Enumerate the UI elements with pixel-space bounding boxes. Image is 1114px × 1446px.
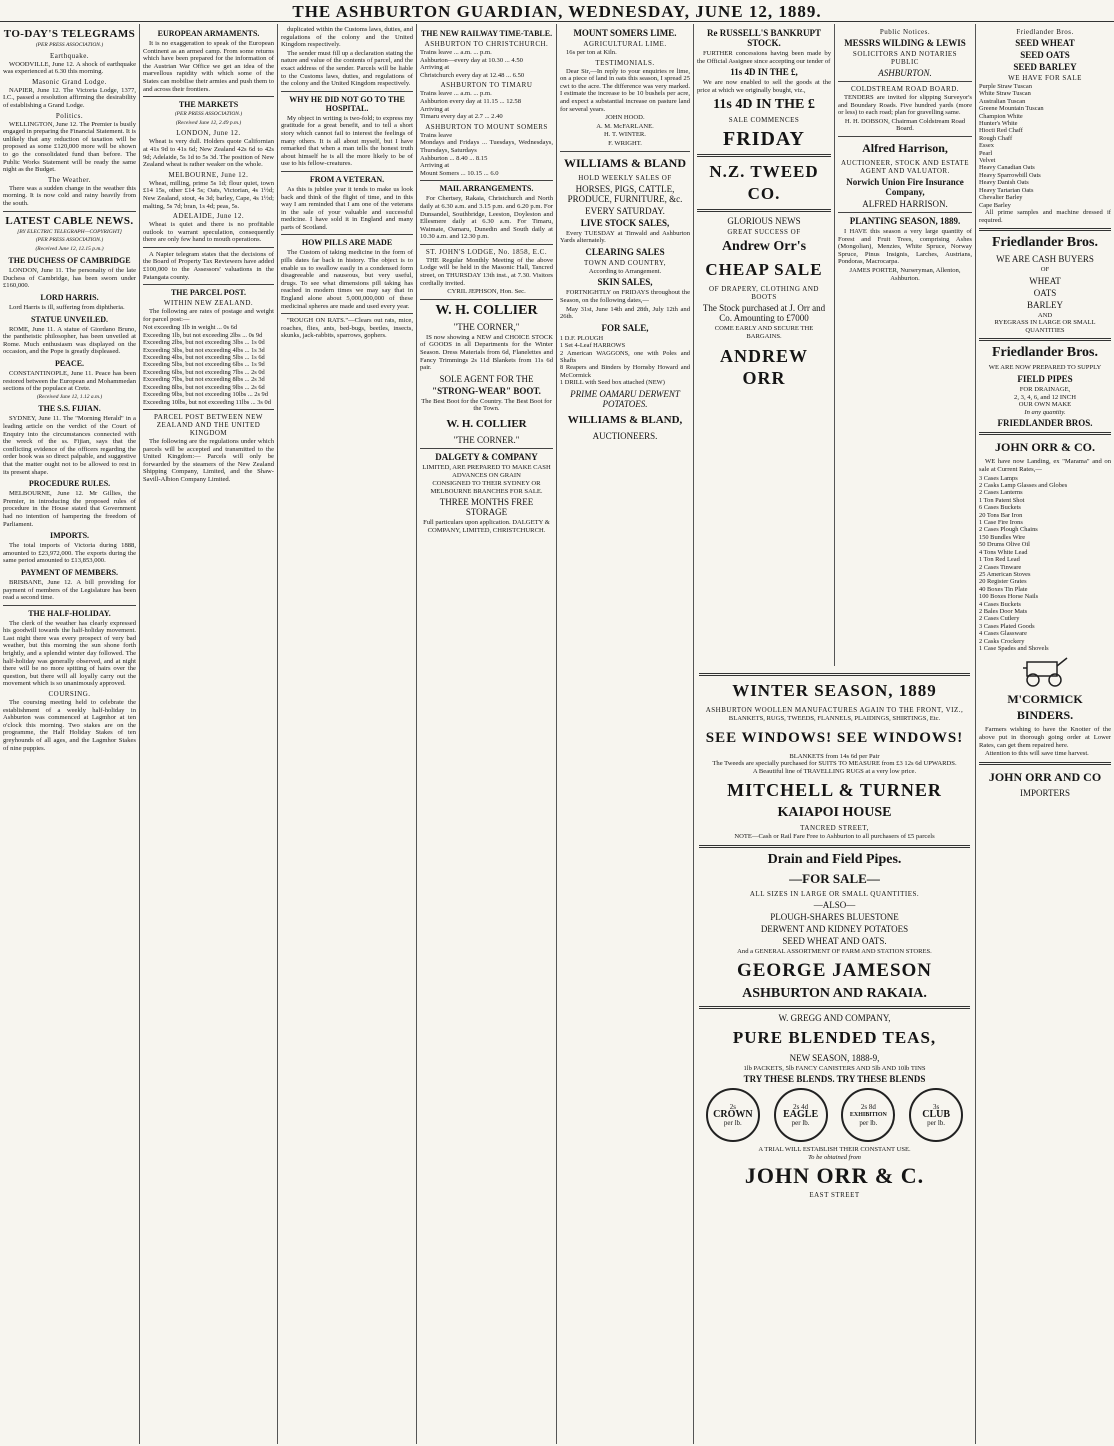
boot-text: The Best Boot for the Country. The Best Boot for the Town. bbox=[421, 397, 552, 413]
john-orr-heading: JOHN ORR & CO. bbox=[995, 440, 1095, 455]
importers: IMPORTERS bbox=[1020, 787, 1070, 798]
tea-blend-logo bbox=[909, 1088, 963, 1142]
planting-heading: PLANTING SEASON, 1889. bbox=[849, 215, 961, 226]
st-johns-lodge-heading: ST. JOHN'S LODGE, No. 1858, E.C. bbox=[425, 247, 548, 256]
variety: White Straw Tuscan bbox=[979, 90, 1031, 98]
rats-advert: "ROUGH ON RATS."—Clears out rats, mice, roaches, flies, ants, bed-bugs, beetles, insects, skunks, jack-rabbits, sparrows, gophers. bbox=[281, 317, 413, 340]
goods-item: 2 Cases Cutlery bbox=[979, 615, 1020, 623]
column-auction bbox=[557, 24, 693, 1444]
clearing-heading: CLEARING SALES bbox=[585, 246, 665, 257]
variety: Cape Barley bbox=[979, 201, 1011, 209]
lodge-heading: Masonic Grand Lodge. bbox=[32, 77, 107, 86]
goods-item: 2 Bales Door Mats bbox=[979, 607, 1028, 615]
melbourne-text: Wheat, milling, prime 5s 1d; flour quiet, town £14 15s, other £14 5s; Oats, Victorian, 4s 1½d; New Zealand, stout, 4s 3d; barley, Cape, 4s 1½d; malting, 5s 7d; bran, 1s 4d; peas, 5s. bbox=[143, 179, 274, 210]
sale-item: 1 D.F. PLOUGH bbox=[560, 334, 604, 342]
drain-heading: Drain and Field Pipes. bbox=[767, 851, 902, 867]
train-row: Mondays and Fridays ... Tuesdays, Wednesdays, Thursdays, Saturdays bbox=[420, 139, 553, 154]
storage-text: Full particulars upon application. DALGETY & COMPANY, LIMITED, CHRISTCHURCH. bbox=[423, 519, 550, 534]
melbourne-dateline: MELBOURNE, June 12. bbox=[168, 170, 249, 179]
wilding-heading: MESSRS WILDING & LEWIS bbox=[844, 38, 966, 48]
to-timaru-heading: ASHBURTON TO TIMARU bbox=[440, 81, 533, 90]
parcel-rate: Exceeding 10lbs, but not exceeding 11lbs ... 3s 0d bbox=[143, 398, 271, 406]
members-text: BRISBANE, June 12. A bill providing for payment of members of the Legislature has been read a second time. bbox=[3, 578, 136, 602]
every-saturday: EVERY SATURDAY. bbox=[585, 205, 665, 216]
variety: Hiocti Red Chaff bbox=[979, 127, 1023, 135]
peace-heading: PEACE. bbox=[54, 359, 85, 369]
friedlander-small: Friedlander Bros. bbox=[1016, 28, 1074, 36]
parcel-rate: Exceeding 4lbs, but not exceeding 5lbs ... 1s 6d bbox=[143, 354, 265, 362]
tea-blend-logo bbox=[774, 1088, 828, 1142]
mccormick-binders: M'CORMICK BINDERS. bbox=[1007, 692, 1083, 723]
price-2: 11s 4D IN THE £ bbox=[713, 97, 815, 113]
holiday-text: The clerk of the weather has clearly expressed his goodwill towards the half-holiday movement. Last night there was every prospect of very bad weather, but this morning the sun shone forth brightly, and a splendid winter day followed. The half-holiday was generally observed, and at night there will be no more spitting of hairs over the question, but there will all loyally carry out the movement which is so unanimously approved. bbox=[3, 619, 136, 688]
friedlander-heading-2: Friedlander Bros. bbox=[991, 235, 1099, 251]
of: OF bbox=[1040, 266, 1050, 274]
variety: Hunter's White bbox=[979, 120, 1018, 128]
cable-source: [BY ELECTRIC TELEGRAPH—COPYRIGHT] bbox=[17, 228, 122, 235]
train-row: Trains leave ... a.m. ... p.m. bbox=[420, 90, 492, 98]
column-markets bbox=[140, 24, 277, 1444]
variety: Champion White bbox=[979, 112, 1023, 120]
john-orr-heading-2: JOHN ORR AND CO bbox=[988, 769, 1102, 784]
porter-sign: JAMES PORTER, Nurseryman, Allenton, Ashburton. bbox=[849, 266, 961, 282]
train-row: Mount Somers ... 10.15 ... 6.0 bbox=[420, 169, 499, 177]
parcel-rates-list bbox=[143, 324, 274, 405]
dalgety-sub: LIMITED, ARE PREPARED TO MAKE CASH ADVANCES ON GRAIN bbox=[422, 464, 551, 479]
cable-source-2: (PER PRESS ASSOCIATION.) bbox=[35, 237, 104, 244]
testimonial-sign: JOHN HOOD. bbox=[605, 114, 645, 122]
testimonial-text: Dear Sir,—In reply to your enquiries re lime, on a piece of land in oats this season, I spread 25 cwt to the acre. The difference was very marked. I estimate the increase to be 10 bushels per acre, and expect a substantial increase on pasture land for several years. bbox=[560, 67, 690, 113]
plough-shares: PLOUGH-SHARES BLUESTONE bbox=[770, 911, 899, 922]
reaper-binder-illustration bbox=[1021, 654, 1069, 688]
george-jameson: GEORGE JAMESON bbox=[736, 959, 933, 981]
members-heading: PAYMENT OF MEMBERS. bbox=[20, 567, 119, 577]
telegrams-source: (PER PRESS ASSOCIATION.) bbox=[35, 42, 104, 48]
andrew-orrs: Andrew Orr's bbox=[721, 239, 807, 255]
hospital-heading: WHY HE DID NOT GO TO THE HOSPITAL. bbox=[289, 94, 405, 113]
williams-heading: WILLIAMS & BLAND bbox=[563, 155, 686, 170]
for-sale-heading: FOR SALE, bbox=[601, 322, 649, 333]
uk-parcel-text: The following are the regulations under which parcels will be accepted and transmitted to the United Kingdom:— Parcels will only be forwarded by the steamers of the New Zealand Shipping Company, Limited, and the Shaw-Savill-Albion Company Limited. bbox=[143, 437, 274, 483]
testimonial-sign: A. M. McFARLANE. bbox=[596, 122, 654, 130]
adelaide-dateline: ADELAIDE, June 12. bbox=[172, 212, 245, 221]
uk-parcel-heading: PARCEL POST BETWEEN NEW ZEALAND AND THE UNITED KINGDOM bbox=[153, 412, 264, 437]
drapery-line: OF DRAPERY, CLOTHING AND BOOTS bbox=[709, 285, 819, 302]
parcel-rate: Exceeding 7lbs, but not exceeding 8lbs ... 2s 3d bbox=[143, 376, 265, 384]
variety: Heavy Tartarian Oats bbox=[979, 186, 1034, 194]
attention-text: Attention to this will save time harvest. bbox=[985, 750, 1089, 758]
winter-heading: WINTER SEASON, 1889 bbox=[732, 681, 937, 700]
testimonial-sign: F. WRIGHT. bbox=[608, 139, 642, 147]
price-1: 11s 4D IN THE £, bbox=[730, 67, 798, 78]
variety: Purple Straw Tuscan bbox=[979, 83, 1032, 90]
blend-unit: per lb. bbox=[723, 1119, 742, 1128]
veteran-heading: FROM A VETERAN. bbox=[309, 174, 385, 184]
european-heading: EUROPEAN ARMAMENTS. bbox=[157, 29, 260, 38]
customs-text: duplicated within the Customs laws, duties, and regulations of the colony and the United Kingdom respectively. bbox=[281, 26, 413, 49]
sole-agent: SOLE AGENT FOR THE bbox=[439, 373, 534, 384]
blend-name: EXHIBITION bbox=[849, 1112, 887, 1119]
mount-somers-heading: ASHBURTON TO MOUNT SOMERS bbox=[425, 122, 548, 131]
winter-line: BLANKETS, RUGS, TWEEDS, FLANNELS, PLAIDINGS, SHIRTINGS, Etc. bbox=[728, 715, 941, 722]
live-stock-text: Every TUESDAY at Tinwald and Ashburton Yards alternately. bbox=[560, 229, 690, 245]
come-early: COME EARLY AND SECURE THE BARGAINS. bbox=[714, 325, 814, 340]
collier-corner-2: "THE CORNER." bbox=[453, 435, 520, 445]
variety: Chevalier Barley bbox=[979, 194, 1023, 202]
variety: Heavy Canadian Oats bbox=[979, 164, 1035, 172]
wheat: WHEAT bbox=[1029, 275, 1061, 286]
peace-text: CONSTANTINOPLE, June 11. Peace has been restored between the European and Mohammedan sections of the populace at Crete. bbox=[3, 370, 136, 393]
parcel-rate: Exceeding 9lbs, but not exceeding 10lbs ... 2s 9d bbox=[143, 391, 268, 399]
any-quantity: In any quantity. bbox=[1024, 408, 1066, 416]
hospital-text: My object in writing is two-fold; to express my gratitude for a great benefit, and to tell a short story which cannot fail to interest the feelings of many others. It is all about myself, but I have remarked that when a man tells the honest truth about himself he is all the more likely to be of use to his fellow-creatures. bbox=[281, 114, 413, 168]
cable-heading: LATEST CABLE NEWS. bbox=[5, 214, 134, 227]
and: AND bbox=[1037, 311, 1053, 319]
all-prime: All prime samples and machine dressed if required. bbox=[979, 208, 1111, 224]
mitchell-turner: MITCHELL & TURNER bbox=[727, 780, 942, 801]
friedlander-heading-3: Friedlander Bros. bbox=[991, 345, 1099, 361]
column-drapery bbox=[694, 24, 834, 664]
goods-item: 25 American Stoves bbox=[979, 570, 1031, 578]
collier-name-2: W. H. COLLIER bbox=[446, 418, 527, 430]
blend-price: 2s 8d bbox=[860, 1103, 876, 1112]
parcel-rate: Exceeding 2lbs, but not exceeding 3lbs ... 1s 0d bbox=[143, 339, 265, 347]
tea-packets: 1lb PACKETS, 5lb FANCY CANISTERS AND 5lb AND 10lb TINS bbox=[743, 1064, 926, 1072]
glorious-news: GLORIOUS NEWS bbox=[727, 216, 801, 227]
rugs: A Beautiful line of TRAVELLING RUGS at a very low price. bbox=[752, 767, 917, 775]
tea-season: NEW SEASON, 1888-9, bbox=[789, 1052, 880, 1063]
goods-item: 6 Cases Buckets bbox=[979, 504, 1021, 512]
dalgety-text: CONSIGNED TO THEIR SYDNEY OR MELBOURNE BRANCHES FOR SALE. bbox=[430, 480, 543, 495]
variety: Australian Tuscan bbox=[979, 97, 1026, 105]
pills-heading: HOW PILLS ARE MADE bbox=[301, 238, 393, 248]
london-text: Wheat is very dull. Holders quote Californian at 41s 9d to 41s 6d; New Zealand 42s 6d to 42s 9d; Adelaide, 5s 1d to 5s 3d. The position of New Zealand wheat is rather weaker on the whole. bbox=[143, 138, 275, 169]
blend-price: 3s bbox=[933, 1103, 940, 1112]
goods-item: 3 Cases Lamps bbox=[979, 474, 1018, 482]
blend-name: CLUB bbox=[922, 1109, 951, 1121]
we-have: WE HAVE FOR SALE bbox=[1008, 74, 1082, 82]
testimonials-heading: TESTIMONIALS. bbox=[595, 58, 655, 67]
williams-heading-2: WILLIAMS & BLAND, bbox=[567, 413, 683, 426]
strong-wear-boot: "STRONG-WEAR" BOOT. bbox=[432, 385, 541, 396]
collier-text: IS now showing a NEW and CHOICE STOCK of GOODS in all Departments for the Winter Season. Dress Materials from 6d, Flanelettes and Fancy Trimmings 2s 11d Blankets from 11s 6d pair. bbox=[420, 333, 553, 372]
blend-name: CROWN bbox=[713, 1109, 753, 1121]
goods-item: 2 Cases Lanterns bbox=[979, 489, 1023, 497]
weather-text: There was a sudden change in the weather this morning. It is now cold and rainy heavily from the south. bbox=[3, 184, 136, 207]
seed-varieties bbox=[979, 83, 1111, 209]
politics-heading: Politics. bbox=[55, 111, 84, 120]
train-row: Arriving at bbox=[420, 64, 450, 72]
auctioneers: AUCTIONEERS. bbox=[592, 430, 658, 441]
andrew-orr: ANDREW ORR bbox=[719, 345, 808, 388]
customs-text-2: The sender must fill up a declaration stating the nature and value of the contents of parcel, and the exact address of the sender. Parcels will be liable to the Customs laws, duties, and regulations of the colony and the United Kingdom respectively. bbox=[281, 49, 413, 88]
sale-dates: May 31st, June 14th and 28th, July 12th and 26th. bbox=[560, 305, 690, 321]
goods-item: 50 Drums Olive Oil bbox=[979, 541, 1030, 549]
variety: Velvet bbox=[979, 157, 996, 165]
blend-unit: per lb. bbox=[859, 1119, 878, 1128]
sale-commences: SALE COMMENCES bbox=[728, 116, 800, 125]
collier-name: W. H. COLLIER bbox=[435, 302, 538, 318]
williams-sub: HOLD WEEKLY SALES OF bbox=[578, 173, 672, 182]
goods-item: 150 Bundles Wire bbox=[979, 533, 1026, 541]
wide-adverts bbox=[694, 666, 975, 1444]
fijian-heading: THE S.S. FIJIAN. bbox=[38, 404, 101, 414]
tweed-co: N.Z. TWEED CO. bbox=[709, 162, 819, 204]
train-row: Trains leave ... a.m. ... p.m. bbox=[420, 49, 492, 56]
sale-item: 1 DRILL with Seed box attached (NEW) bbox=[560, 379, 665, 387]
potatoes: PRIME OAMARU DERWENT POTATOES. bbox=[570, 388, 680, 409]
tea-blend-logo bbox=[706, 1088, 760, 1142]
harrison-sub: AUCTIONEER, STOCK AND ESTATE AGENT AND VALUATOR. bbox=[840, 158, 970, 175]
masthead: THE ASHBURTON GUARDIAN, WEDNESDAY, JUNE 12, 1889. bbox=[0, 0, 1114, 22]
coursing-text: The coursing meeting held to celebrate the establishment of a weekly half-holiday in Ashburton was commenced at Lagmhor at ten o'clock this morning. Two stakes are on the programme, the Half Holiday Stakes of ten greyhounds of all ages, and the Lagmhor Stakes of nine puppies. bbox=[3, 699, 136, 752]
lodge-text: NAPIER, June 12. The Victoria Lodge, 1377, I.C., passed a resolution affirming the desirability of establishing a Grand Lodge. bbox=[3, 86, 136, 109]
pure-teas: PURE BLENDED TEAS, bbox=[732, 1027, 937, 1047]
field-pipes: FIELD PIPES bbox=[1017, 374, 1073, 385]
fortnightly: FORTNIGHTLY on FRIDAYS throughout the Season, on the following dates,— bbox=[560, 289, 690, 304]
seed-barley: SEED BARLEY bbox=[1013, 62, 1077, 72]
variety: Heavy Danish Oats bbox=[979, 179, 1029, 187]
russell-heading: Re RUSSELL'S BANKRUPT STOCK. bbox=[706, 28, 822, 48]
ryegrass: RYEGRASS IN LARGE OR SMALL QUANTITIES bbox=[994, 319, 1096, 334]
train-row: Arriving at bbox=[420, 162, 450, 170]
parcel-rate: Exceeding 3lbs, but not exceeding 4lbs ... 1s 3d bbox=[143, 346, 265, 354]
general-assortment: And a GENERAL ASSORTMENT OF FARM AND STATION STORES. bbox=[737, 947, 932, 955]
goods-item: 1 Ton Patent Shot bbox=[979, 496, 1025, 504]
drain-sizes: ALL SIZES IN LARGE OR SMALL QUANTITIES. bbox=[749, 889, 920, 898]
earthquake-text: WOODVILLE, June 12. A shock of earthquake was experienced at 6.30 this morning. bbox=[3, 60, 136, 76]
goods-item: 2 Casks Crockery bbox=[979, 637, 1025, 645]
gregg-company: W. GREGG AND COMPANY, bbox=[778, 1012, 891, 1023]
received-time-2: (Received June 12, 1.12 a.m.) bbox=[36, 393, 103, 400]
for-drainage: FOR DRAINAGE, bbox=[1019, 386, 1071, 394]
statue-heading: STATUE UNVEILED. bbox=[30, 314, 109, 324]
sale-item: 1 Set 4-Leaf HARROWS bbox=[560, 342, 626, 350]
john-orr-teas: JOHN ORR & C. bbox=[744, 1163, 925, 1189]
obtained-from: To be obtained from bbox=[808, 1153, 861, 1161]
parcel-post-intro: The following are rates of postage and weight for parcel post:— bbox=[143, 308, 274, 323]
own-make: OUR OWN MAKE bbox=[1018, 401, 1072, 409]
friday-banner: FRIDAY bbox=[723, 128, 805, 151]
goods-item: 40 Boxes Tin Plate bbox=[979, 585, 1028, 593]
tea-blends bbox=[699, 1088, 970, 1142]
column-friedlander bbox=[976, 24, 1114, 1444]
received-time: (Received June 12, 12.15 p.m.) bbox=[35, 245, 104, 252]
friedlander-heading-4: FRIEDLANDER BROS. bbox=[997, 418, 1093, 429]
markets-received: (Received June 12, 2.49 p.m.) bbox=[175, 119, 242, 126]
goods-item: 1 Case Fire Irons bbox=[979, 519, 1023, 527]
farmers-text: Farmers wishing to have the Knotter of the above put in thorough going order at Lower Rates, can get them repaired here. bbox=[979, 726, 1111, 749]
goods-item: 4 Cases Buckets bbox=[979, 600, 1021, 608]
seed-wheat-oats: SEED WHEAT AND OATS. bbox=[782, 935, 887, 946]
cheap-sale: CHEAP SALE bbox=[705, 260, 823, 280]
winter-note: NOTE—Cash or Rail Fare Free to Ashburton to all purchasers of £5 parcels bbox=[734, 833, 935, 841]
fijian-text: SYDNEY, June 11. The "Morning Herald" in a leading article on the verdict of the Court of Enquiry into the circumstances connected with the wreck of the ss. Fijian, says that the conflicting evidence of the officers regarding the order book was so direct palpable, and suggestive that the matter ought not to be allowed to rest in its present shape. bbox=[3, 415, 136, 476]
landing-text: WE have now Landing, ex "Marama" and on sale at Current Rates,— bbox=[979, 458, 1111, 474]
variety: Pearl bbox=[979, 149, 993, 157]
east-street: EAST STREET bbox=[809, 1191, 860, 1200]
blend-price: 2s 4d bbox=[793, 1103, 809, 1112]
drain-also: —ALSO— bbox=[813, 899, 856, 910]
variety: Essex bbox=[979, 142, 994, 150]
clearing-sub: TOWN AND COUNTRY, bbox=[584, 258, 666, 267]
seed-wheat: SEED WHEAT bbox=[1015, 38, 1075, 48]
column-notices bbox=[835, 24, 975, 664]
imports-text: The total imports of Victoria during 1888, amounted to £23,972,000. The exports during the same period amounted to £13,853,000. bbox=[3, 542, 136, 565]
goods-item: 2 Cases Plough Chains bbox=[979, 526, 1038, 534]
goods-item: 20 Tons Bar Iron bbox=[979, 511, 1023, 519]
duchess-text: LONDON, June 11. The personalty of the late Duchess of Cambridge, has been sworn under £160,000. bbox=[3, 267, 136, 290]
variety: Rough Chaff bbox=[979, 134, 1013, 142]
drain-for-sale: —FOR SALE— bbox=[789, 870, 880, 886]
parcel-post-subheading: WITHIN NEW ZEALAND. bbox=[163, 299, 254, 308]
sale-item: 2 American WAGGONS, one with Poles and Shafts bbox=[560, 349, 690, 364]
weather-heading: The Weather. bbox=[47, 175, 91, 184]
trial-line: A TRIAL WILL ESTABLISH THEIR CONSTANT USE. bbox=[758, 1146, 911, 1154]
column-telegrams bbox=[0, 24, 139, 1444]
train-row: Ashburton—every day at 10.30 ... 4.50 bbox=[420, 56, 523, 64]
sale-item: 8 Reapers and Binders by Hornsby Howard and McCormick bbox=[560, 364, 690, 379]
see-windows: SEE WINDOWS! SEE WINDOWS! bbox=[705, 729, 964, 746]
cash-buyers: WE ARE CASH BUYERS bbox=[996, 254, 1094, 265]
harrison-name: ALFRED HARRISON. bbox=[862, 198, 948, 209]
dalgety-heading: DALGETY & COMPANY bbox=[435, 452, 538, 462]
imports-heading: IMPORTS. bbox=[49, 531, 90, 541]
lime-price: 16s per ton at Kiln. bbox=[566, 49, 617, 56]
collier-corner: "THE CORNER," bbox=[453, 321, 520, 332]
sale-items bbox=[560, 335, 690, 387]
markets-heading: THE MARKETS bbox=[178, 100, 239, 110]
goods-item: 100 Boxes Horse Nails bbox=[979, 593, 1039, 601]
lime-sub: AGRICULTURAL LIME. bbox=[583, 40, 667, 48]
great-success: GREAT SUCCESS OF bbox=[727, 228, 801, 237]
train-row: Ashburton every day at 11.15 ... 12.58 bbox=[420, 97, 522, 105]
goods-item: 2 Casks Lamp Glasses and Globes bbox=[979, 482, 1068, 490]
variety: Greene Mountain Tuscan bbox=[979, 105, 1044, 113]
planting-text: I HAVE this season a very large quantity of Forest and Fruit Trees, comprising Ashes (Mongolian), Menzies, White Spruce, Norway Spruce, Pinus Insignis, Larches, Austrians, Pondoras, Macrocarpa. bbox=[838, 227, 972, 266]
seed-oats: SEED OATS bbox=[1020, 50, 1070, 60]
parcel-rate: Not exceeding 1lb in weight ... 0s 6d bbox=[143, 324, 238, 332]
free-storage: THREE MONTHS FREE STORAGE bbox=[439, 497, 534, 518]
parcel-rate: Exceeding 1lb, but not exceeding 2lbs ... 0s 9d bbox=[143, 331, 263, 339]
norwich-union: Norwich Union Fire Insurance Company, bbox=[846, 176, 964, 197]
goods-item: 20 Register Grates bbox=[979, 578, 1027, 586]
wilding-town: ASHBURTON. bbox=[878, 68, 932, 78]
railway-heading: THE NEW RAILWAY TIME-TABLE. bbox=[420, 29, 553, 38]
adelaide-text: Wheat is quiet and there is no profitable outlook to warrant speculation, consequently there are only few hand to mouth operations. bbox=[143, 221, 274, 244]
parcel-rate: Exceeding 5lbs, but not exceeding 6lbs ... 1s 9d bbox=[143, 361, 265, 369]
harrison-heading: Alfred Harrison, bbox=[862, 140, 948, 155]
prepared: WE ARE NOW PREPARED TO SUPPLY bbox=[988, 364, 1102, 372]
oats: OATS bbox=[1033, 287, 1057, 298]
politics-text: WELLINGTON, June 12. The Premier is busily engaged in preparing the Financial Statement. It is unlikely that any reduction of taxation will be proposed as some £120,000 more will be shown to go the consolidated fund than before. The Public Works Statement will be ready the same night as the Budget. bbox=[3, 120, 136, 174]
coldstream-heading: COLDSTREAM ROAD BOARD. bbox=[850, 85, 960, 93]
stock-amount: The Stock purchased at J. Orr and Co. Amounting to £7000 bbox=[702, 303, 826, 324]
variety: Heavy Sparrowbill Oats bbox=[979, 171, 1041, 179]
williams-text: HORSES, PIGS, CATTLE, PRODUCE, FURNITURE, &c. bbox=[567, 183, 683, 204]
derwent-potatoes: DERWENT AND KIDNEY POTATOES bbox=[760, 923, 909, 934]
procedure-text: MELBOURNE, June 12. Mr Gillies, the Premier, in introducing the proposed rules of procedure in the House stated that Government had no intention of hampering the freedom of Parliament. bbox=[3, 490, 136, 528]
wilding-sub: SOLICITORS AND NOTARIES PUBLIC bbox=[852, 50, 958, 66]
winter-sub: ASHBURTON WOOLLEN MANUFACTURES AGAIN TO THE FRONT, VIZ., bbox=[705, 706, 964, 714]
blend-unit: per lb. bbox=[927, 1119, 946, 1128]
blend-unit: per lb. bbox=[791, 1119, 810, 1128]
european-text: It is no exaggeration to speak of the European Continent as an armed camp. From some returns which have been prepared for the information of the Austrian War Office we get an idea of the marvellous rapidity with which some of the States can mobilise their armies and push them to and across their frontiers. bbox=[143, 40, 274, 93]
column-railway bbox=[417, 24, 556, 1444]
goods-item: 2 Cases Tinware bbox=[979, 563, 1022, 571]
barley: BARLEY bbox=[1027, 299, 1063, 310]
train-row: Timaru every day at 2.7 ... 2.40 bbox=[420, 113, 503, 121]
holiday-heading: THE HALF-HOLIDAY. bbox=[28, 608, 111, 618]
train-row: Ashburton ... 8.40 ... 8.15 bbox=[420, 154, 488, 162]
according: According to Arrangement. bbox=[588, 267, 662, 275]
public-notices: Public Notices. bbox=[879, 28, 931, 36]
lime-heading: MOUNT SOMERS LIME. bbox=[573, 28, 677, 38]
markets-source: (PER PRESS ASSOCIATION.) bbox=[174, 111, 243, 118]
coursing-heading: COURSING. bbox=[48, 690, 91, 699]
blend-price: 2s bbox=[729, 1103, 736, 1112]
russell-text: FURTHER concessions having been made by the Official Assignee since accepting our tender of bbox=[697, 50, 831, 65]
column-articles bbox=[278, 24, 416, 1444]
blankets: BLANKETS from 14s 6d per Pair bbox=[789, 752, 880, 760]
coldstream-sign: H. H. DOBSON, Chairman Coldstream Road Board. bbox=[844, 117, 966, 133]
mail-heading: MAIL ARRANGEMENTS. bbox=[439, 184, 534, 194]
parcel-rate: Exceeding 8lbs, but not exceeding 9lbs ... 2s 6d bbox=[143, 383, 265, 391]
train-row: Arriving at bbox=[420, 105, 450, 113]
london-dateline: LONDON, June 12. bbox=[176, 129, 241, 138]
coldstream-text: TENDERS are invited for slipping Surveyor's and Boundary Roads. Five hundred yards (more or less) to each road; plan for gravelling same. bbox=[838, 94, 972, 117]
duchess-heading: THE DUCHESS OF CAMBRIDGE bbox=[8, 256, 131, 266]
statue-text: ROME, June 11. A statue of Giordano Bruno, the pantheistic philosopher, has been unveiled at Rome. Much enthusiasm was displayed on the occasion, and the Pope is greatly displeased. bbox=[3, 325, 136, 356]
pipe-sizes: 2, 3, 4, 6, and 12 INCH bbox=[1014, 393, 1076, 401]
earthquake-heading: Earthquake. bbox=[49, 51, 90, 60]
train-row: Christchurch every day at 12.48 ... 6.50 bbox=[420, 71, 525, 79]
testimonial-sign: H. T. WINTER. bbox=[604, 131, 646, 139]
parcel-rate: Exceeding 6lbs, but not exceeding 7lbs ... 2s 0d bbox=[143, 368, 265, 376]
train-row: Trains leave bbox=[420, 131, 453, 139]
jameson-location: ASHBURTON AND RAKAIA. bbox=[742, 985, 927, 1001]
goods-item: 4 Cases Glassware bbox=[979, 630, 1027, 638]
goods-item: 4 Tons White Lead bbox=[979, 548, 1028, 556]
skin-sales: SKIN SALES, bbox=[597, 277, 653, 288]
tancred-street: TANCRED STREET, bbox=[800, 824, 869, 833]
live-stock-heading: LIVE STOCK SALES, bbox=[580, 217, 670, 228]
sell-text: We are now enabled to sell the goods at the price at which we originally bought, viz., bbox=[697, 79, 831, 94]
goods-list bbox=[979, 475, 1111, 653]
mail-text: For Chertsey, Rakaia, Christchurch and North daily at 6.30 a.m. and 3.15 p.m. and 6.20 p.m. For Dunsandel, Southbridge, Leeston, Doyleston and Ellesmere daily at 6.30 a.m. For Timaru, Waimate, Oamaru, Dunedin and South daily at 10.30 a.m. and 12.30 p.m. bbox=[420, 195, 553, 241]
st-johns-lodge-text: THE Regular Monthly Meeting of the above Lodge will be held in the Masonic Hall, Tancred street, on THURSDAY 13th inst., at 7.30. Visitors cordially invited. bbox=[420, 256, 553, 287]
to-christchurch-heading: ASHBURTON TO CHRISTCHURCH. bbox=[424, 40, 549, 48]
parcel-post-heading: THE PARCEL POST. bbox=[170, 288, 247, 298]
lodge-signature: CYRIL JEPHSON, Hon. Sec. bbox=[447, 288, 526, 296]
blend-name: EAGLE bbox=[783, 1109, 819, 1121]
goods-item: 3 Cases Plated Goods bbox=[979, 622, 1035, 630]
harris-text: Lord Harris is ill, suffering from diphtheria. bbox=[9, 304, 125, 312]
pills-text: The Custom of taking medicine in the form of pills dates far back in history. The object is to enable us to swallow easily in a condensed form disagreeable and nauseous, but very useful, drugs. To see what dimensions pill taking has reached in modern times we may say that in England alone about 5,000,000,000 of these medicinal spheres are made and used every year. bbox=[281, 249, 413, 310]
tweeds: The Tweeds are specially purchased for SUITS TO MEASURE from £3 12s 6d UPWARDS. bbox=[712, 760, 957, 768]
harris-heading: LORD HARRIS. bbox=[40, 293, 99, 303]
procedure-heading: PROCEDURE RULES. bbox=[28, 479, 111, 489]
tea-blend-logo bbox=[841, 1088, 895, 1142]
goods-item: 1 Case Spades and Shovels bbox=[979, 644, 1049, 652]
telegrams-heading: TO-DAY'S TELEGRAMS bbox=[3, 28, 136, 40]
veteran-text: As this is jubilee year it tends to make us look back and think of the flight of time, and in this way I am reminded that I am one of the veterans in the sale of your valuable and successful medicine. I have sold it in England and many parts of Scotland. bbox=[281, 185, 413, 231]
napier-text: A Napier telegram states that the decisions of the Board of Property Tax Reviewers have added £100,000 to the Assessors' valuations in the Patangata county. bbox=[143, 250, 274, 281]
goods-item: 1 Ton Red Lead bbox=[979, 556, 1020, 564]
kaiapoi-house: KAIAPOI HOUSE bbox=[777, 805, 892, 821]
try-blends: TRY THESE BLENDS. TRY THESE BLENDS bbox=[743, 1074, 926, 1085]
